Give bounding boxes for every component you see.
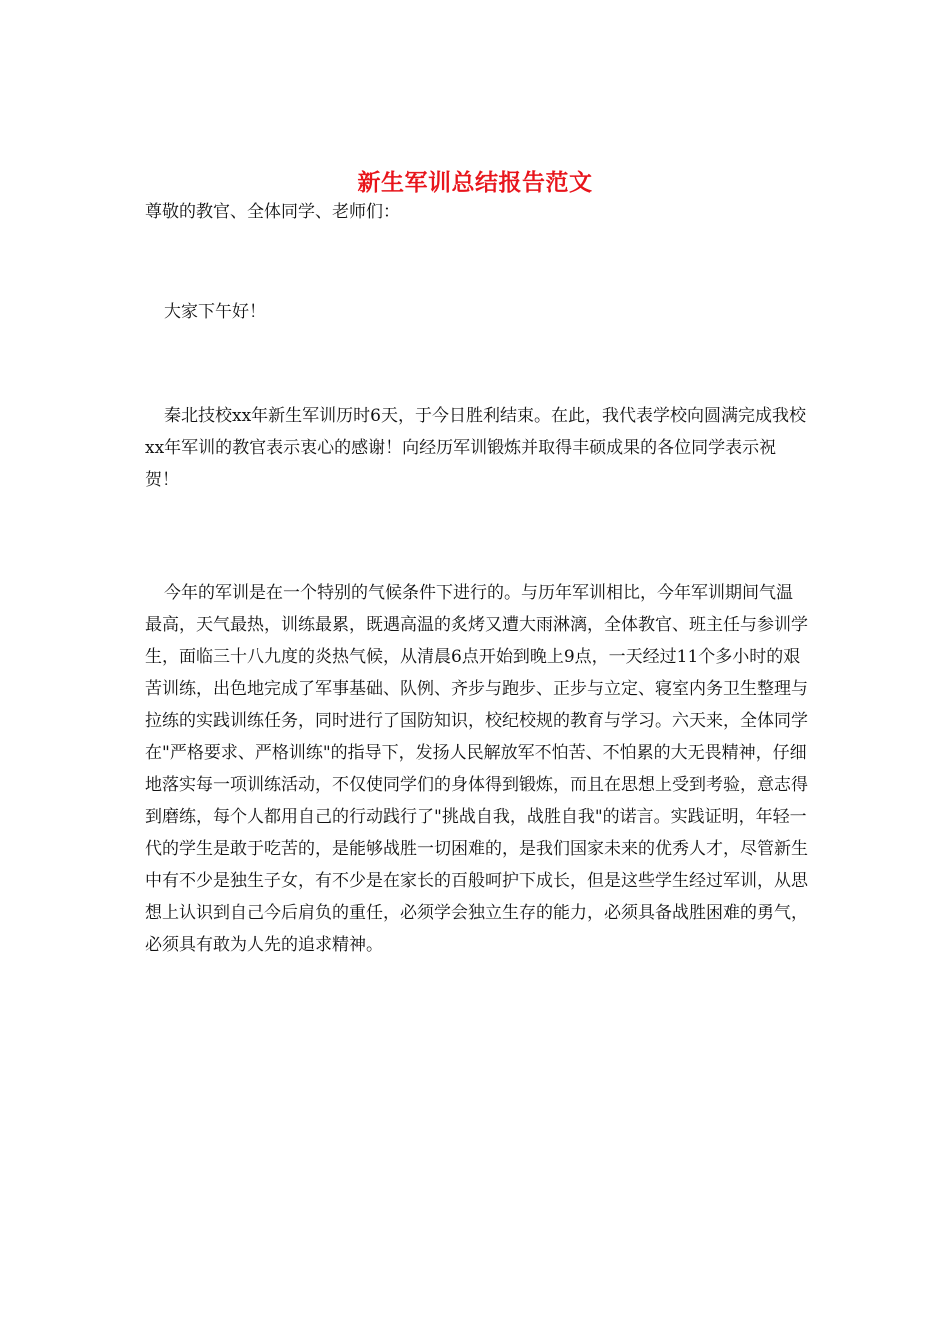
greeting: 大家下午好！ (164, 302, 266, 322)
salutation: 尊敬的教官、全体同学、老师们： (145, 202, 400, 222)
document-title: 新生军训总结报告范文 (357, 169, 593, 197)
paragraph-training-summary: 今年的军训是在一个特别的气候条件下进行的。与历年军训相比，今年军训期间气温最高，天气最热，训练最累，既遇高温的炙烤又遭大雨淋漓，全体教官、班主任与参训学生，面临三十八九度的炎热气候，从清晨6点开始到晚上9点，一天经过11个多小时的艰苦训练，出色地完成了军事基础、队例、齐步与跑步、正步与立定、寝室内务卫生整理与拉练的实践训练任务，同时进行了国防知识，校纪校规的教育与学习。六天来，全体同学在"严格要求、严格训练"的指导下，发扬人民解放军不怕苦、不怕累的大无畏精神，仔细地落实每一项训练活动，不仅使同学们的身体得到锻炼，而且在思想上受到考验，意志得到磨练，每个人都用自己的行动践行了"挑战自我，战胜自我"的诺言。实践证明，年轻一代的学生是敢于吃苦的，是能够战胜一切困难的，是我们国家未来的优秀人才，尽管新生中有不少是独生子女，有不少是在家长的百般呵护下成长，但是这些学生经过军训，从思想上认识到自己今后肩负的重任，必须学会独立生存的能力，必须具备战胜困难的勇气，必须具有敢为人先的追求精神。 (145, 583, 808, 955)
paragraph-opening: 秦北技校xx年新生军训历时6天，于今日胜利结束。在此，我代表学校向圆满完成我校xx年军训的教官表示衷心的感谢！向经历军训锻炼并取得丰硕成果的各位同学表示祝贺！ (145, 406, 806, 490)
